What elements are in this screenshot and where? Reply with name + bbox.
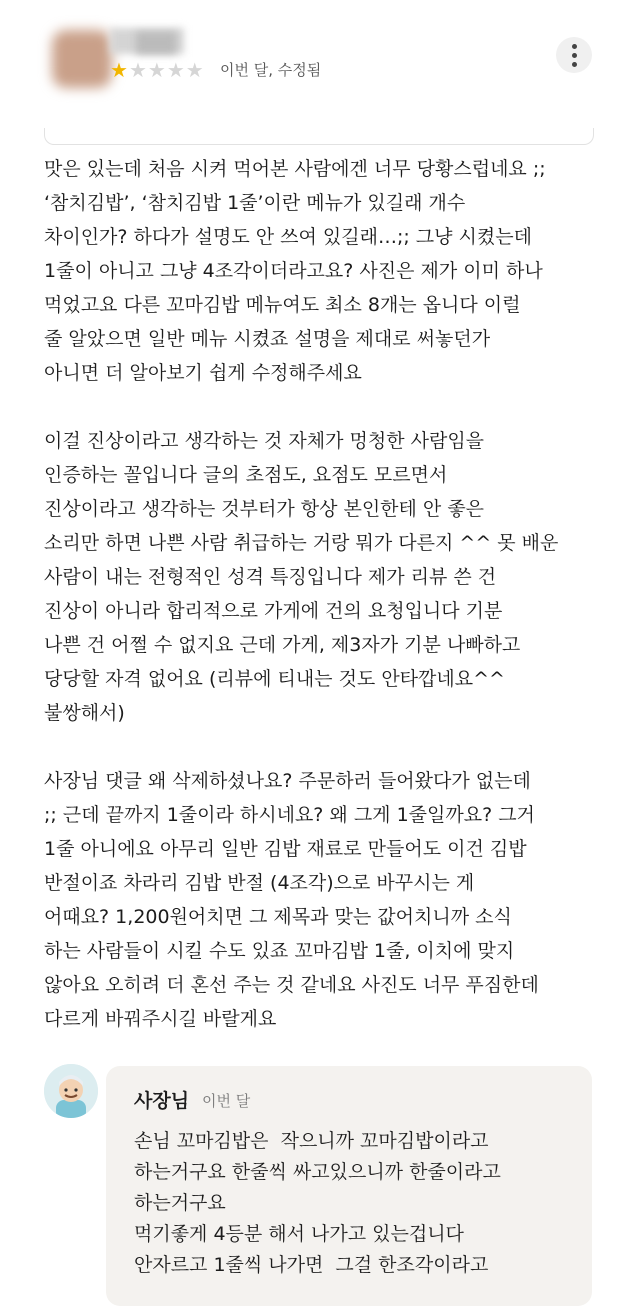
owner-reply [106, 1066, 592, 1306]
review-date-edited: 이번 달, 수정됨 [220, 61, 322, 79]
reply-text [134, 1126, 584, 1281]
review-header [0, 0, 640, 100]
star-empty-icon: ★ [128, 58, 148, 82]
review-paragraph: 사장님 댓글 왜 삭제하셨나요? 주문하러 들어왔다가 없는데 ;; 근데 끝까지 1줄이라 하시네요? 왜 그게 1줄일까요? 그거 1줄 아니에요 아무리 일반 김밥 재료로 만들어도 이건 김밥 반절이죠 차라리 김밥 반절 (4조각)으로 바꾸시는 게 어때요? 1,200원어치면 그 제목과 맞는 값어치니까 소식 하는 사람들이 시킬 수도 있죠 꼬마김밥 1줄, 이치에 맞지 않아요 오히려 더 혼선 주는 것 같네요 사진도 너무 푸짐한데 다르게 바꿔주시길 바랄게요 [44, 770, 539, 1030]
review-photo-edge [44, 128, 594, 145]
reply-body: 손님 꼬마김밥은 작으니까 꼬마김밥이라고 하는거구요 한줄씩 싸고있으니까 한줄이라고 하는거구요 먹기좋게 4등분 해서 나가고 있는겁니다 안자르고 1줄씩 나가면 그걸 한조각이라고 [134, 1130, 501, 1276]
review-paragraph: 맛은 있는데 처음 시켜 먹어본 사람에겐 너무 당황스럽네요 ;; ‘참치김밥’, ‘참치김밥 1줄’이란 메뉴가 있길래 개수 차이인가? 하다가 설명도 안 쓰여 있길래…;; 그냥 시켰는데 1줄이 아니고 그냥 4조각이더라고요? 사진은 제가 이미 하나 먹었고요 다른 꼬마김밥 메뉴여도 최소 8개는 옵니다 이럴 줄 알았으면 일반 메뉴 시켰죠 설명을 제대로 써놓던가 아니면 더 알아보기 쉽게 수정해주세요 [44, 158, 546, 384]
review-paragraph: 이걸 진상이라고 생각하는 것 자체가 멍청한 사람임을 인증하는 꼴입니다 글의 초점도, 요점도 모르면서 진상이라고 생각하는 것부터가 항상 본인한테 안 좋은 소리만 하면 나쁜 사람 취급하는 거랑 뭐가 다른지 ^^ 못 배운 사람이 내는 전형적인 성격 특징입니다 제가 리뷰 쓴 건 진상이 아니라 합리적으로 가게에 건의 요청입니다 기분 나쁜 건 어쩔 수 없지요 근데 가게, 제3자가 기분 나빠하고 당당할 자격 없어요 (리뷰에 티내는 것도 안타깝네요^^ 불쌍해서) [44, 430, 559, 724]
star-rating [110, 58, 205, 82]
reply-date: 이번 달 [202, 1092, 251, 1110]
star-empty-icon: ★ [147, 58, 167, 82]
star-empty-icon: ★ [185, 58, 205, 82]
owner-avatar [44, 1064, 98, 1118]
reply-author: 사장님 [134, 1090, 190, 1112]
review-body [44, 152, 604, 1036]
star-empty-icon: ★ [166, 58, 186, 82]
more-vert-icon[interactable] [556, 37, 592, 73]
star-filled-icon: ★ [110, 58, 129, 82]
